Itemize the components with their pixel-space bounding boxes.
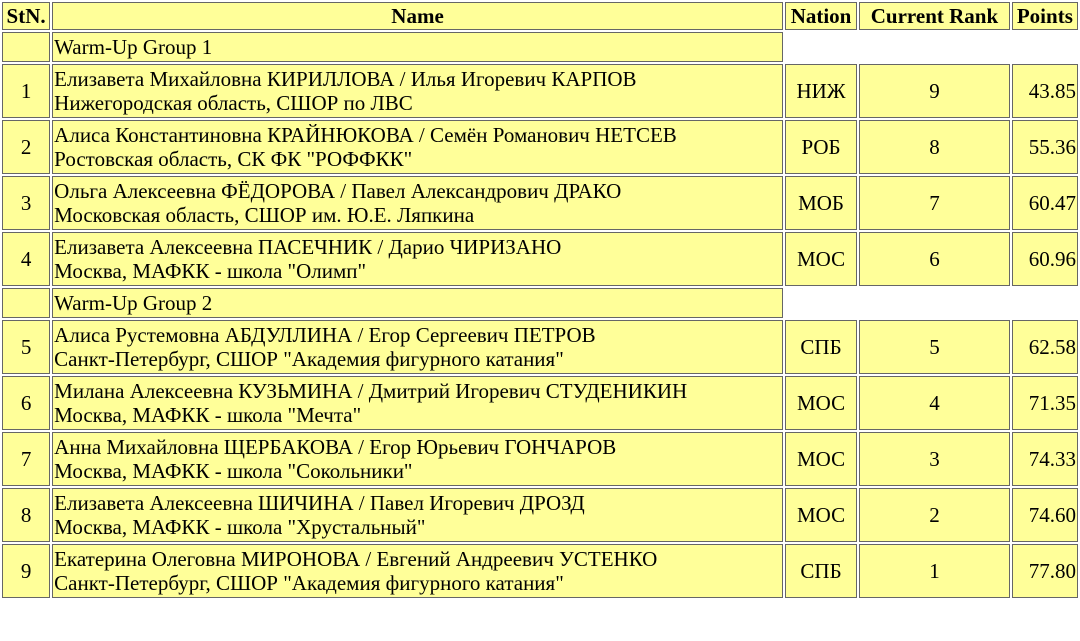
pair-names: Елизавета Алексеевна ПАСЕЧНИК / Дарио ЧИРИЗАНО — [54, 235, 562, 259]
start-number: 8 — [2, 488, 50, 542]
points-value: 71.35 — [1012, 376, 1078, 430]
column-header-name: Name — [52, 2, 783, 30]
pair-name-cell — [52, 432, 783, 486]
points-value: 62.58 — [1012, 320, 1078, 374]
pair-names: Милана Алексеевна КУЗЬМИНА / Дмитрий Игоревич СТУДЕНИКИН — [54, 379, 688, 403]
points-value: 55.36 — [1012, 120, 1078, 174]
current-rank: 3 — [859, 432, 1010, 486]
nation-code: МОС — [785, 232, 857, 286]
current-rank: 8 — [859, 120, 1010, 174]
nation-code: СПБ — [785, 320, 857, 374]
club-name: Санкт-Петербург, СШОР "Академия фигурного катания" — [54, 347, 564, 371]
warmup-group-row — [2, 32, 1078, 62]
pair-name-cell — [52, 176, 783, 230]
pair-name-cell — [52, 232, 783, 286]
points-value: 74.60 — [1012, 488, 1078, 542]
club-name: Московская область, СШОР им. Ю.Е. Ляпкина — [54, 203, 475, 227]
pair-names: Алиса Константиновна КРАЙНЮКОВА / Семён Романович НЕТСЕВ — [54, 123, 677, 147]
group-stn-cell — [2, 32, 50, 62]
points-value: 60.47 — [1012, 176, 1078, 230]
group-stn-cell — [2, 288, 50, 318]
table-row — [2, 232, 1078, 286]
start-number: 1 — [2, 64, 50, 118]
club-name: Москва, МАФКК - школа "Хрустальный" — [54, 515, 426, 539]
column-header-stn: StN. — [2, 2, 50, 30]
points-value: 43.85 — [1012, 64, 1078, 118]
start-number: 2 — [2, 120, 50, 174]
warmup-group-label: Warm-Up Group 1 — [52, 32, 783, 62]
pair-name-cell — [52, 376, 783, 430]
start-number: 4 — [2, 232, 50, 286]
current-rank: 4 — [859, 376, 1010, 430]
table-row — [2, 488, 1078, 542]
pair-name-cell — [52, 120, 783, 174]
nation-code: МОБ — [785, 176, 857, 230]
warmup-group-row — [2, 288, 1078, 318]
column-header-rank: Current Rank — [859, 2, 1010, 30]
pair-names: Елизавета Михайловна КИРИЛЛОВА / Илья Игоревич КАРПОВ — [54, 67, 637, 91]
pair-name-cell — [52, 320, 783, 374]
table-row — [2, 432, 1078, 486]
pair-name-cell — [52, 544, 783, 598]
table-row — [2, 544, 1078, 598]
current-rank: 6 — [859, 232, 1010, 286]
pair-name-cell — [52, 64, 783, 118]
pair-name-cell — [52, 488, 783, 542]
current-rank: 2 — [859, 488, 1010, 542]
club-name: Москва, МАФКК - школа "Олимп" — [54, 259, 367, 283]
pair-names: Елизавета Алексеевна ШИЧИНА / Павел Игоревич ДРОЗД — [54, 491, 585, 515]
club-name: Нижегородская область, СШОР по ЛВС — [54, 91, 413, 115]
start-number: 9 — [2, 544, 50, 598]
pair-names: Ольга Алексеевна ФЁДОРОВА / Павел Александрович ДРАКО — [54, 179, 622, 203]
group-empty-cell — [785, 288, 1078, 318]
points-value: 60.96 — [1012, 232, 1078, 286]
current-rank: 7 — [859, 176, 1010, 230]
table-row — [2, 320, 1078, 374]
nation-code: МОС — [785, 376, 857, 430]
start-number: 5 — [2, 320, 50, 374]
group-empty-cell — [785, 32, 1078, 62]
column-header-points: Points — [1012, 2, 1078, 30]
club-name: Ростовская область, СК ФК "РОФФКК" — [54, 147, 413, 171]
table-body — [2, 32, 1078, 598]
current-rank: 9 — [859, 64, 1010, 118]
nation-code: СПБ — [785, 544, 857, 598]
table-row — [2, 176, 1078, 230]
nation-code: НИЖ — [785, 64, 857, 118]
current-rank: 1 — [859, 544, 1010, 598]
nation-code: МОС — [785, 432, 857, 486]
header-row — [2, 2, 1078, 30]
club-name: Москва, МАФКК - школа "Мечта" — [54, 403, 362, 427]
club-name: Москва, МАФКК - школа "Сокольники" — [54, 459, 413, 483]
nation-code: РОБ — [785, 120, 857, 174]
pair-names: Екатерина Олеговна МИРОНОВА / Евгений Андреевич УСТЕНКО — [54, 547, 658, 571]
nation-code: МОС — [785, 488, 857, 542]
club-name: Санкт-Петербург, СШОР "Академия фигурного катания" — [54, 571, 564, 595]
column-header-nation: Nation — [785, 2, 857, 30]
start-number: 6 — [2, 376, 50, 430]
current-rank: 5 — [859, 320, 1010, 374]
pair-names: Алиса Рустемовна АБДУЛЛИНА / Егор Сергеевич ПЕТРОВ — [54, 323, 596, 347]
points-value: 74.33 — [1012, 432, 1078, 486]
warmup-group-label: Warm-Up Group 2 — [52, 288, 783, 318]
table-row — [2, 376, 1078, 430]
table-row — [2, 64, 1078, 118]
pair-names: Анна Михайловна ЩЕРБАКОВА / Егор Юрьевич ГОНЧАРОВ — [54, 435, 617, 459]
start-number: 7 — [2, 432, 50, 486]
start-number: 3 — [2, 176, 50, 230]
table-row — [2, 120, 1078, 174]
points-value: 77.80 — [1012, 544, 1078, 598]
